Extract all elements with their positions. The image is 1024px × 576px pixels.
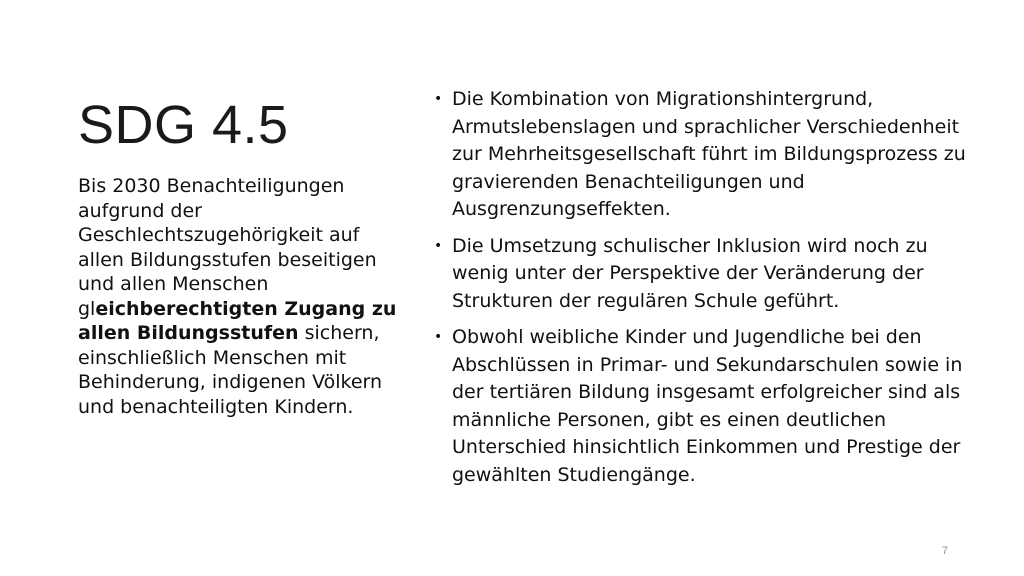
bullet-text: Obwohl weibliche Kinder und Jugendliche bei den Abschlüssen in Primar- und Sekundarschulen sowie in der tertiären Bildung insgesamt erfolgreicher sind als männliche Personen, gibt es einen deutlichen Unterschied hinsichtlich Einkommen und Prestige der gewählten Studiengänge.: [452, 326, 963, 486]
bullet-dot-icon: •: [434, 237, 443, 254]
page-number: 7: [941, 545, 948, 557]
bullet-text: Die Kombination von Migrationshintergrund, Armutslebenslagen und sprachlicher Verschiedenheit zur Mehrheitsgesellschaft führt im Bildungsprozess zu gravierenden Benachteiligungen und Ausgrenzungseffekten.: [452, 88, 966, 220]
bullet-dot-icon: •: [434, 329, 443, 345]
bullet-item: [432, 233, 982, 316]
slide-title: SDG 4.5: [78, 95, 289, 155]
sdg-description: [78, 174, 398, 419]
bullet-text: Die Umsetzung schulischer Inklusion wird noch zu wenig unter der Perspektive der Veränderung der Strukturen der regulären Schule geführt.: [452, 234, 928, 312]
sdg-description-text-end: sichern, einschließlich Menschen mit Behinderung, indigenen Völkern und benachteiligten Kindern.: [78, 322, 383, 418]
sdg-description-text: Bis 2030 Benachteiligungen aufgrund der Geschlechtszugehörigkeit auf allen Bildungsstufen beseitigen und allen Menschen gl: [78, 175, 377, 320]
bullet-item: [432, 86, 982, 224]
bullet-list: [432, 86, 982, 498]
bullet-dot-icon: •: [434, 91, 443, 107]
bullet-item: [432, 324, 982, 489]
sdg-description-emphasis: eichberechtigten Zugang zu allen Bildungsstufen: [78, 297, 397, 344]
